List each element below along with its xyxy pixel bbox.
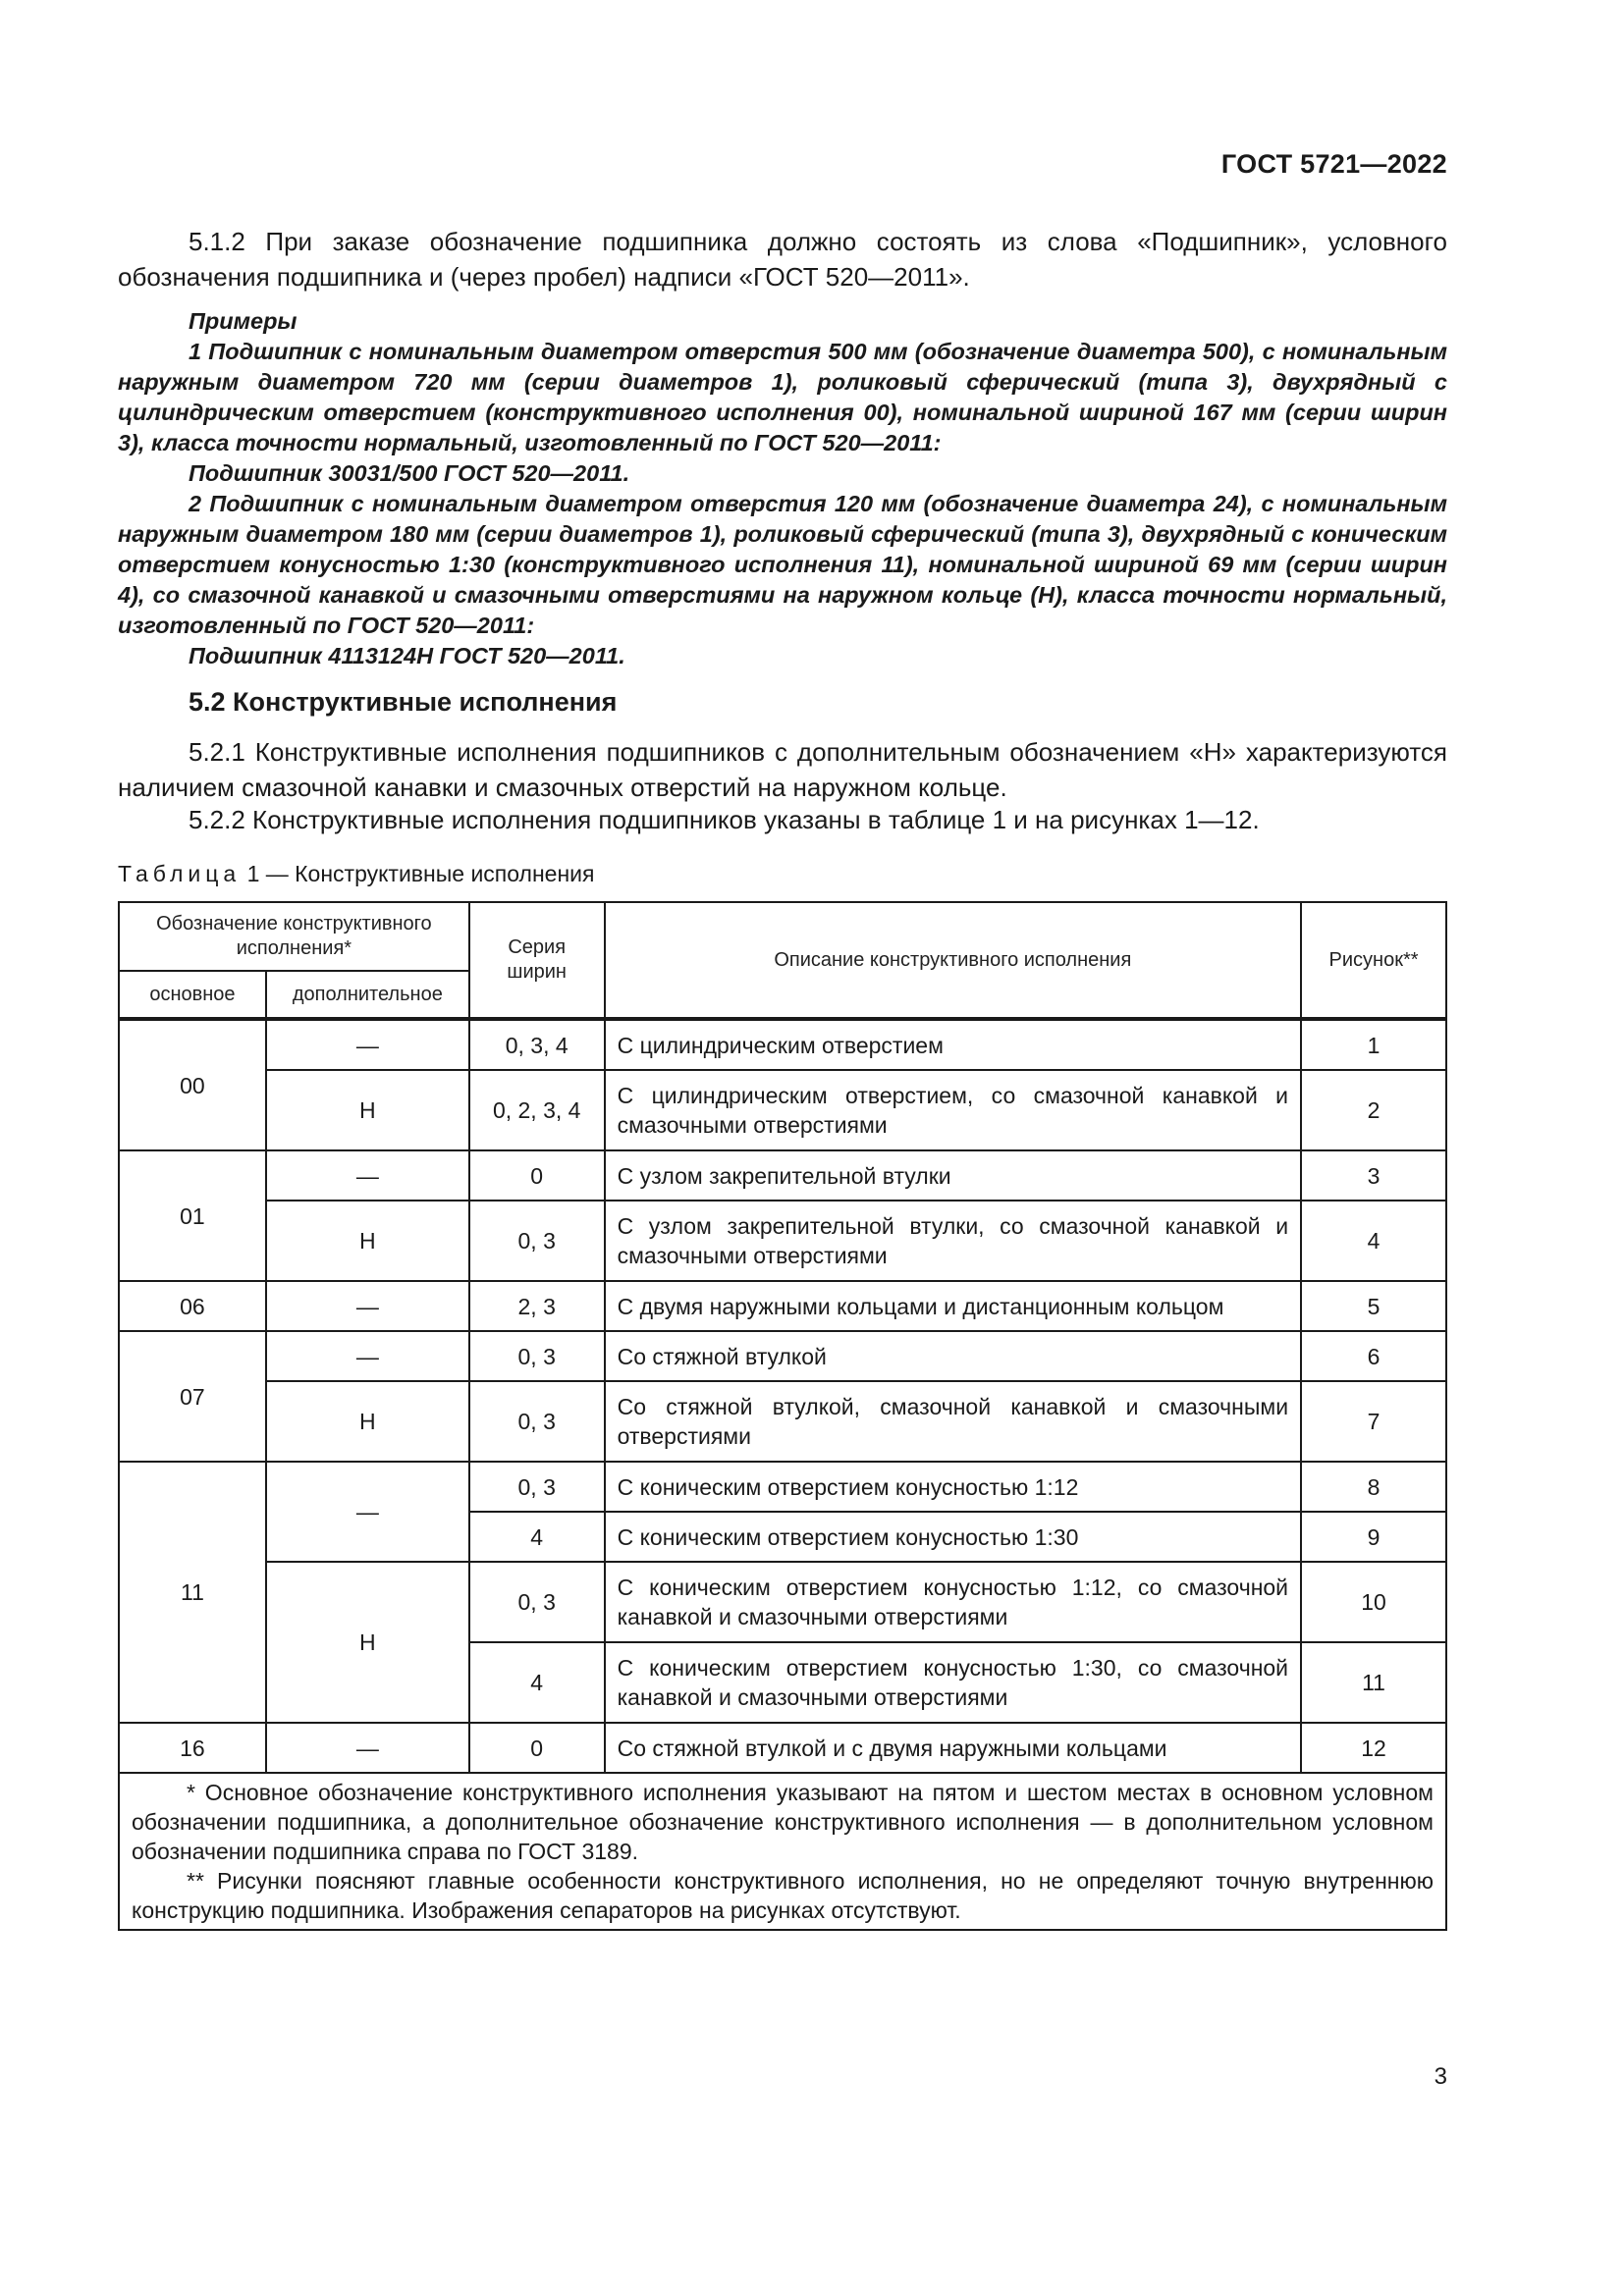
clause-5-1-2: 5.1.2 При заказе обозначение подшипника должно состоять из слова «Подшипник», условного обозначения подшипника и (через пробел) надписи «ГОСТ 520—2011». <box>118 227 1447 292</box>
example-1-text: 1 Подшипник с номинальным диаметром отверстия 500 мм (обозначение диаметра 500), с номинальным наружным диаметром 720 мм (серии диаметров 1), роликовый сферический (типа 3), двухрядный с цилиндрическим отверстием (конструктивного исполнения 00), номинальной шириной 167 мм (серии ширин 3), класса точности нормальный, изготовленный по ГОСТ 520—2011: <box>118 339 1447 455</box>
header-figure: Рисунок** <box>1301 902 1446 1019</box>
cell-description: С узлом закрепительной втулки <box>605 1150 1301 1201</box>
cell-description: С коническим отверстием конусностью 1:30 <box>605 1512 1301 1562</box>
cell-main: 07 <box>119 1331 266 1462</box>
cell-main: 00 <box>119 1019 266 1150</box>
cell-additional: — <box>266 1019 469 1070</box>
table-row <box>119 1462 1446 1512</box>
section-title: 5.2 Конструктивные исполнения <box>189 687 618 717</box>
cell-main: 01 <box>119 1150 266 1281</box>
table-row <box>119 1201 1446 1281</box>
table-row <box>119 1331 1446 1381</box>
cell-figure: 5 <box>1301 1281 1446 1331</box>
cell-series: 4 <box>469 1642 605 1723</box>
example-2-designation: Подшипник 4113124Н ГОСТ 520—2011. <box>189 643 625 668</box>
cell-additional: Н <box>266 1562 469 1723</box>
cell-additional: — <box>266 1281 469 1331</box>
clause-5-2-1: 5.2.1 Конструктивные исполнения подшипников с дополнительным обозначением «Н» характеризуются наличием смазочной канавки и смазочных отверстий на наружном кольце. <box>118 737 1447 802</box>
table-row <box>119 1562 1446 1642</box>
table-caption-label: Таблица <box>118 861 242 886</box>
cell-additional: — <box>266 1150 469 1201</box>
header-main: основное <box>119 971 266 1019</box>
example-2-text: 2 Подшипник с номинальным диаметром отверстия 120 мм (обозначение диаметра 24), с номинальным наружным диаметром 180 мм (серии диаметров 1), роликовый сферический (типа 3), двухрядный с коническим отверстием конусностью 1:30 (конструктивного исполнения 11), номинальной шириной 69 мм (серии ширин 4), со смазочной канавкой и смазочными отверстиями на наружном кольце (Н), класса точности нормальный, изготовленный по ГОСТ 520—2011: <box>118 491 1447 638</box>
cell-description: С двумя наружными кольцами и дистанционным кольцом <box>605 1281 1301 1331</box>
cell-series: 0 <box>469 1150 605 1201</box>
cell-figure: 2 <box>1301 1070 1446 1150</box>
cell-figure: 8 <box>1301 1462 1446 1512</box>
cell-series: 0, 3, 4 <box>469 1019 605 1070</box>
cell-main: 11 <box>119 1462 266 1723</box>
cell-description: С коническим отверстием конусностью 1:12 <box>605 1462 1301 1512</box>
examples-title: Примеры <box>189 308 298 334</box>
cell-series: 0, 2, 3, 4 <box>469 1070 605 1150</box>
cell-description: С коническим отверстием конусностью 1:30, со смазочной канавкой и смазочными отверстиями <box>605 1642 1301 1723</box>
cell-series: 2, 3 <box>469 1281 605 1331</box>
table-row <box>119 1723 1446 1773</box>
clause-5-2-2: 5.2.2 Конструктивные исполнения подшипников указаны в таблице 1 и на рисунках 1—12. <box>189 805 1260 834</box>
table-notes-row <box>119 1773 1446 1930</box>
example-1-designation: Подшипник 30031/500 ГОСТ 520—2011. <box>189 460 630 486</box>
table-caption-text: 1 — Конструктивные исполнения <box>246 861 595 886</box>
cell-description: Со стяжной втулкой <box>605 1331 1301 1381</box>
table-row <box>119 1150 1446 1201</box>
cell-additional: Н <box>266 1201 469 1281</box>
table-row <box>119 1381 1446 1462</box>
table-notes <box>119 1773 1446 1930</box>
cell-additional: Н <box>266 1070 469 1150</box>
table-caption <box>118 861 594 887</box>
cell-series: 0, 3 <box>469 1331 605 1381</box>
cell-series: 0, 3 <box>469 1462 605 1512</box>
cell-main: 06 <box>119 1281 266 1331</box>
cell-figure: 10 <box>1301 1562 1446 1642</box>
cell-figure: 3 <box>1301 1150 1446 1201</box>
cell-additional: — <box>266 1331 469 1381</box>
table-row <box>119 1070 1446 1150</box>
header-description: Описание конструктивного исполнения <box>605 902 1301 1019</box>
page-number: 3 <box>1434 2063 1447 2090</box>
cell-additional: — <box>266 1723 469 1773</box>
cell-description: С узлом закрепительной втулки, со смазочной канавкой и смазочными отверстиями <box>605 1201 1301 1281</box>
examples-block <box>118 306 1447 671</box>
cell-additional: — <box>266 1462 469 1562</box>
cell-additional: Н <box>266 1381 469 1462</box>
cell-figure: 11 <box>1301 1642 1446 1723</box>
cell-description: С цилиндрическим отверстием, со смазочной канавкой и смазочными отверстиями <box>605 1070 1301 1150</box>
document-id: ГОСТ 5721—2022 <box>1220 149 1447 179</box>
table-row <box>119 1019 1446 1070</box>
header-width-series: Серия ширин <box>469 902 605 1019</box>
cell-description: Со стяжной втулкой и с двумя наружными кольцами <box>605 1723 1301 1773</box>
table-row <box>119 1281 1446 1331</box>
cell-description: Со стяжной втулкой, смазочной канавкой и смазочными отверстиями <box>605 1381 1301 1462</box>
cell-figure: 6 <box>1301 1331 1446 1381</box>
cell-figure: 9 <box>1301 1512 1446 1562</box>
cell-series: 0, 3 <box>469 1201 605 1281</box>
cell-figure: 12 <box>1301 1723 1446 1773</box>
design-table <box>118 901 1447 1931</box>
table-note-2: ** Рисунки поясняют главные особенности конструктивного исполнения, но не определяют точную внутреннюю конструкцию подшипника. Изображения сепараторов на рисунках отсутствуют. <box>132 1868 1434 1923</box>
header-designation: Обозначение конструктивного исполнения* <box>119 902 469 971</box>
cell-series: 0, 3 <box>469 1562 605 1642</box>
header-additional: дополнительное <box>266 971 469 1019</box>
cell-figure: 1 <box>1301 1019 1446 1070</box>
cell-series: 0 <box>469 1723 605 1773</box>
cell-figure: 4 <box>1301 1201 1446 1281</box>
cell-series: 4 <box>469 1512 605 1562</box>
cell-series: 0, 3 <box>469 1381 605 1462</box>
cell-figure: 7 <box>1301 1381 1446 1462</box>
cell-main: 16 <box>119 1723 266 1773</box>
table-note-1: * Основное обозначение конструктивного исполнения указывают на пятом и шестом местах в основном условном обозначении подшипника, а дополнительное обозначение конструктивного исполнения — в дополнительном условном обозначении подшипника справа по ГОСТ 3189. <box>132 1780 1434 1864</box>
cell-description: С цилиндрическим отверстием <box>605 1019 1301 1070</box>
cell-description: С коническим отверстием конусностью 1:12, со смазочной канавкой и смазочными отверстиями <box>605 1562 1301 1642</box>
